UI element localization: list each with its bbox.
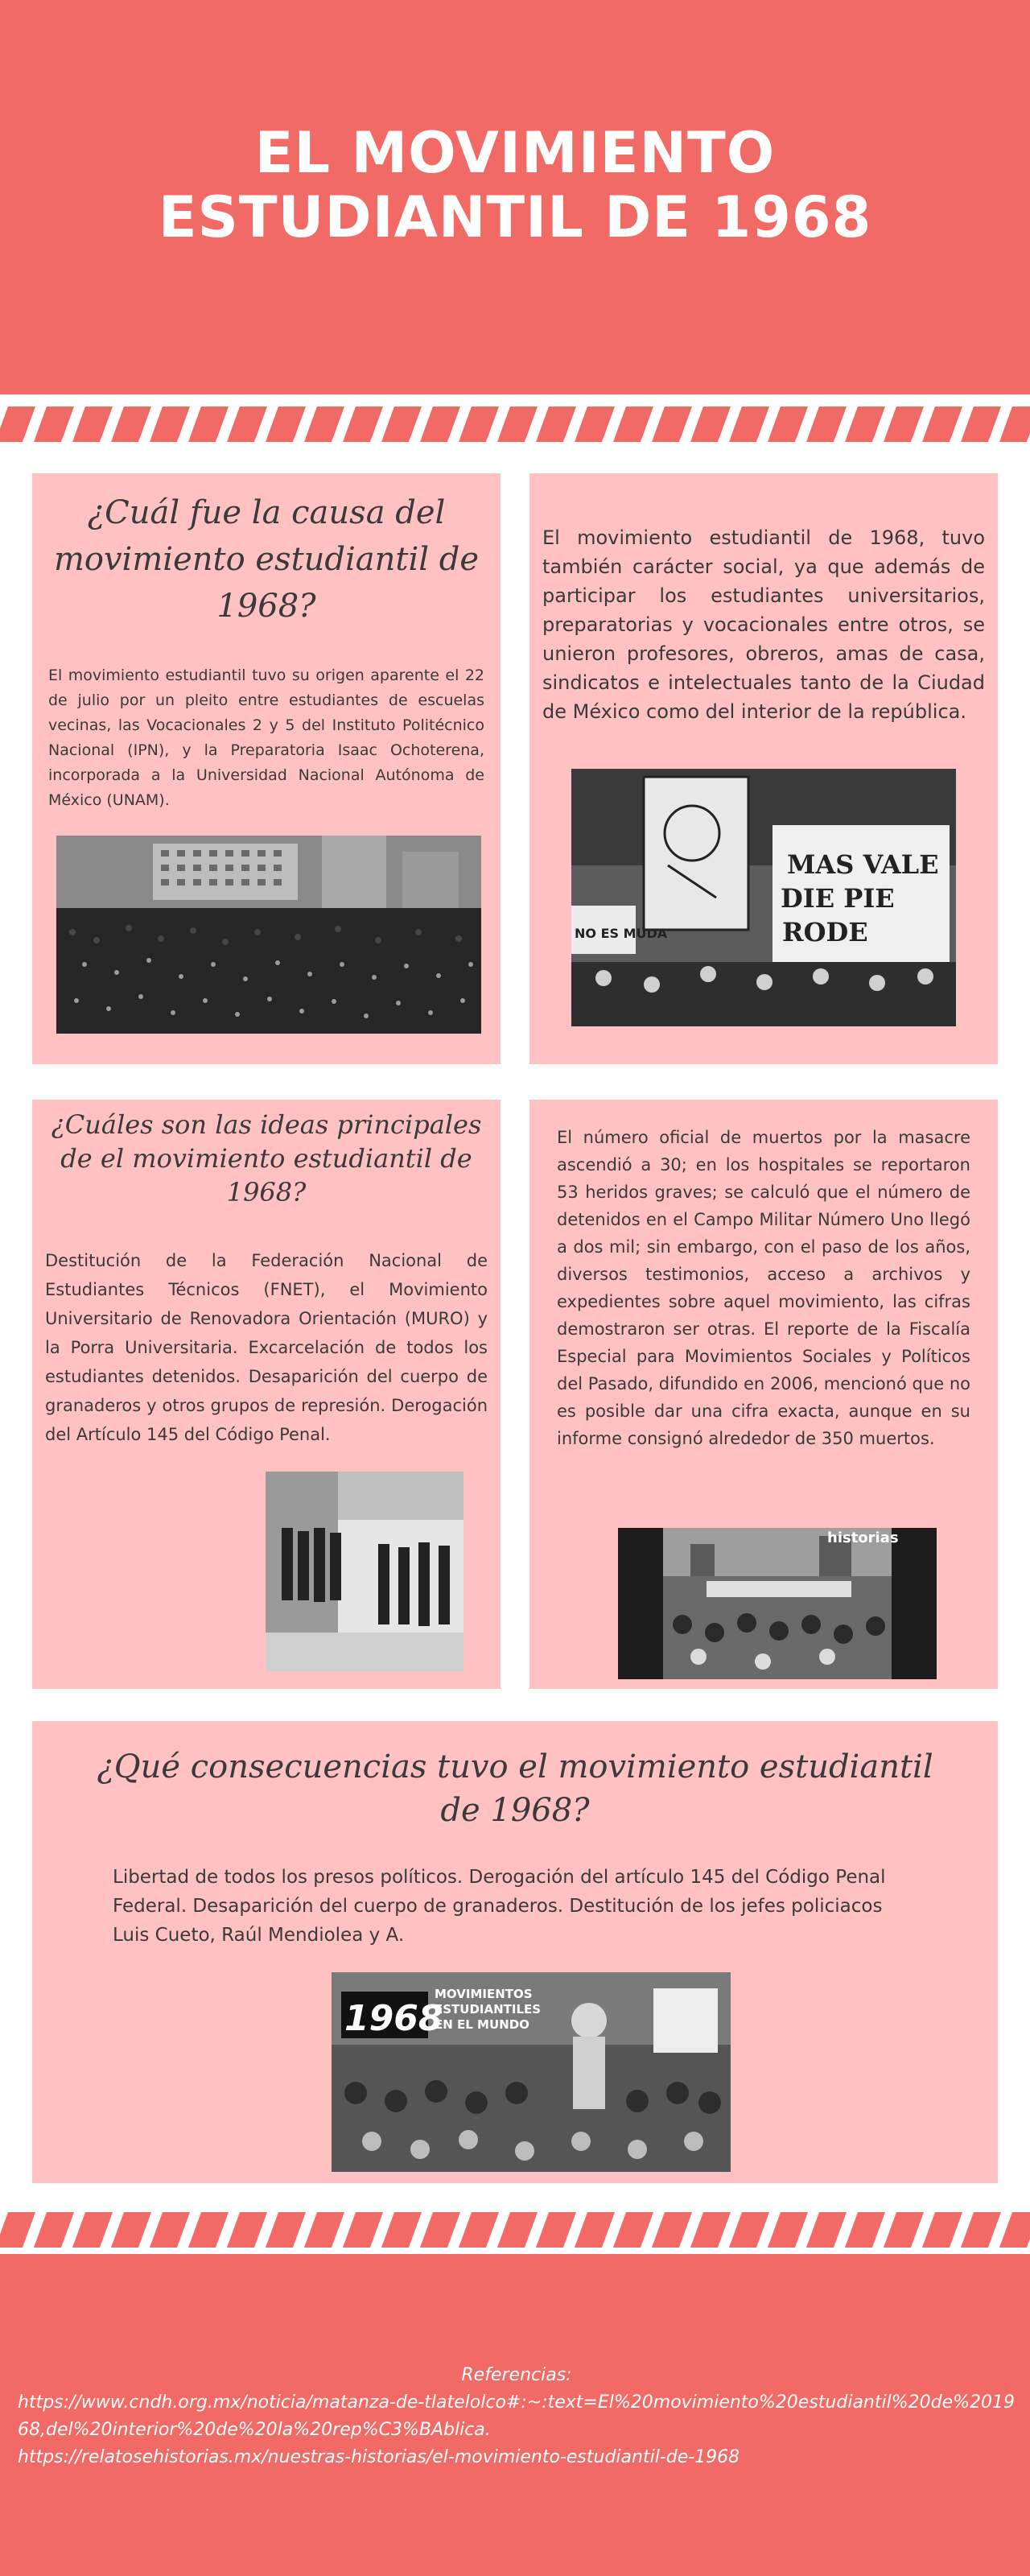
consequences-text: Libertad de todos los presos políticos. Derogación del artículo 145 del Código Penal Federal. Desaparición del cuerpo de granaderos. Destitución de los jefes policiacos Luis Cueto, Raúl Mendiolea y A. <box>113 1867 886 1946</box>
sign-text-3: RODE <box>782 917 868 947</box>
ideas-heading: ¿Cuáles son las ideas principales de el movimiento estudiantil de 1968? <box>51 1109 482 1208</box>
title-line-1: EL MOVIMIENTO <box>254 120 776 186</box>
stripe-divider-bottom <box>0 2212 1030 2248</box>
header-banner <box>0 0 1030 394</box>
card-cause <box>32 473 501 1064</box>
photo-crowd-plaza <box>56 836 481 1034</box>
photo-march <box>618 1528 937 1679</box>
stripe-divider-top <box>0 407 1030 442</box>
references <box>18 2362 1016 2471</box>
photo-protest-signs <box>571 769 956 1026</box>
reference-link-2[interactable]: https://relatosehistorias.mx/nuestras-historias/el-movimiento-estudiantil-de-1968 <box>18 2447 740 2467</box>
photo-caption: historias <box>827 1530 899 1546</box>
cause-heading: ¿Cuál fue la causa del movimiento estudiantil de 1968? <box>53 494 480 625</box>
page-title <box>0 121 1030 250</box>
deaths-text: El número oficial de muertos por la masacre ascendió a 30; en los hospitales se reportaron 53 heridos graves; se calculó que el número de detenidos en el Campo Militar Número Uno llegó a dos mil; sin embargo, con el paso de los años, diversos testimonios, acceso a archivos y expedientes sobre aquel movimiento, las cifras demostraron ser otras. El reporte de la Fiscalía Especial para Movimientos Sociales y Políticos del Pasado, difundido en 2006, mencionó que no es posible dar una cifra exacta, aunque en su informe consignó alrededor de 350 muertos. <box>557 1128 970 1448</box>
cause-text: El movimiento estudiantil tuvo su origen aparente el 22 de julio por un pleito entre estudiantes de escuelas vecinas, las Vocacionales 2 y 5 del Instituto Politécnico Nacional (IPN), y la Preparatoria Isaac Ochoterena, incorporada a la Universidad Nacional Autónoma de México (UNAM). <box>48 667 484 809</box>
sign-text-1: MAS VALE <box>787 849 939 880</box>
references-title: Referencias: <box>461 2365 572 2385</box>
social-text: El movimiento estudiantil de 1968, tuvo también carácter social, ya que además de participar los estudiantes universitarios, preparatorias y vocacionales entre otros, se unieron profesores, obreros, amas de casa, sindicatos e intelectuales tanto de la Ciudad de México como del interior de la república. <box>542 526 985 723</box>
card-consequences <box>32 1721 998 2183</box>
sign-text-4: NO ES MUDA <box>575 926 668 941</box>
card-social <box>529 473 998 1064</box>
sign-text-2: DIE PIE <box>781 883 895 914</box>
reference-link-1[interactable]: https://www.cndh.org.mx/noticia/matanza-de-tlatelolco#:~:text=El%20movimiento%20estudiantil%20de%201968,del%20interior%20de%20la%20rep%C3%BAblica. <box>18 2392 1016 2440</box>
photo-detainees <box>266 1472 464 1671</box>
photo-movimientos-mundo <box>332 1972 731 2172</box>
photo-subtitle: MOVIMIENTOS ESTUDIANTILES EN EL MUNDO <box>435 1987 542 2032</box>
card-ideas <box>32 1100 501 1689</box>
ideas-text: Destitución de la Federación Nacional de Estudiantes Técnicos (FNET), el Movimiento Universitario de Renovadora Orientación (MURO) y la Porra Universitaria. Excarcelación de todos los estudiantes detenidos. Desaparición del cuerpo de granaderos y otros grupos de represión. Derogación del Artículo 145 del Código Penal. <box>45 1251 488 1444</box>
consequences-heading: ¿Qué consecuencias tuvo el movimiento estudiantil de 1968? <box>97 1748 933 1829</box>
card-deaths <box>529 1100 998 1689</box>
title-line-2: ESTUDIANTIL DE 1968 <box>158 184 872 250</box>
photo-year: 1968 <box>344 1998 443 2039</box>
